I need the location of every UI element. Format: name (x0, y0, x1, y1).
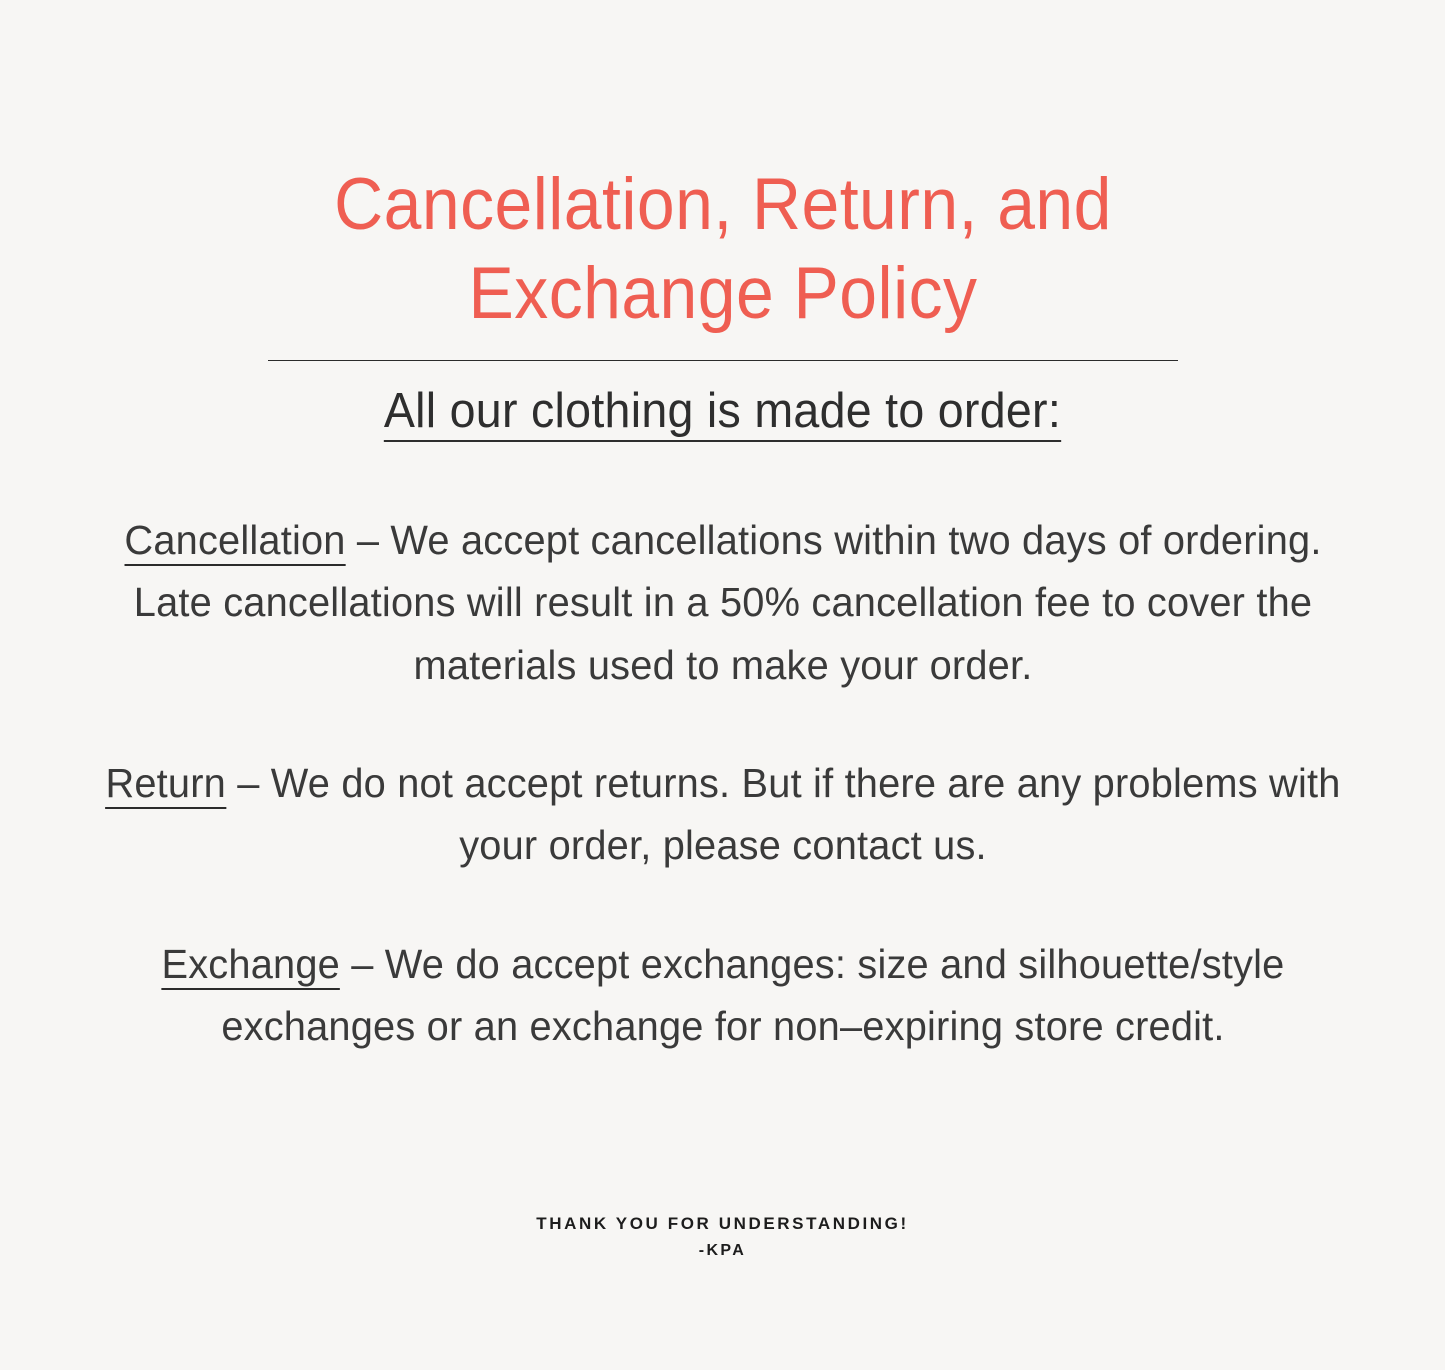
footer-signature: -KPA (698, 1242, 747, 1259)
section-keyword-return: Return (105, 760, 226, 809)
policy-section-return (97, 752, 1348, 877)
subtitle-text: All our clothing is made to order: (384, 384, 1061, 442)
section-text-cancellation: We accept cancellations within two days of ordering. Late cancellations will result in a 50% cancellation fee to cover the materials used to make your order. (133, 517, 1322, 688)
subtitle (384, 383, 1061, 439)
section-keyword-cancellation: Cancellation (124, 517, 345, 566)
footer (0, 1214, 1445, 1260)
footer-thank-you: THANK YOU FOR UNDERSTANDING! (536, 1214, 909, 1233)
policy-sections (78, 509, 1368, 1057)
section-keyword-exchange: Exchange (161, 941, 339, 990)
section-text-return: We do not accept returns. But if there are any problems with your order, please contact us. (270, 760, 1341, 869)
policy-section-cancellation (97, 509, 1348, 696)
title-divider (268, 360, 1178, 361)
page-title: Cancellation, Return, and Exchange Policy (333, 164, 1112, 335)
section-dash-exchange: – (339, 940, 385, 987)
section-dash-return: – (225, 760, 271, 807)
section-text-exchange: We do accept exchanges: size and silhouette/style exchanges or an exchange for non–expiring store credit. (220, 940, 1284, 1049)
policy-section-exchange (97, 933, 1348, 1058)
section-dash-cancellation: – (345, 517, 390, 564)
